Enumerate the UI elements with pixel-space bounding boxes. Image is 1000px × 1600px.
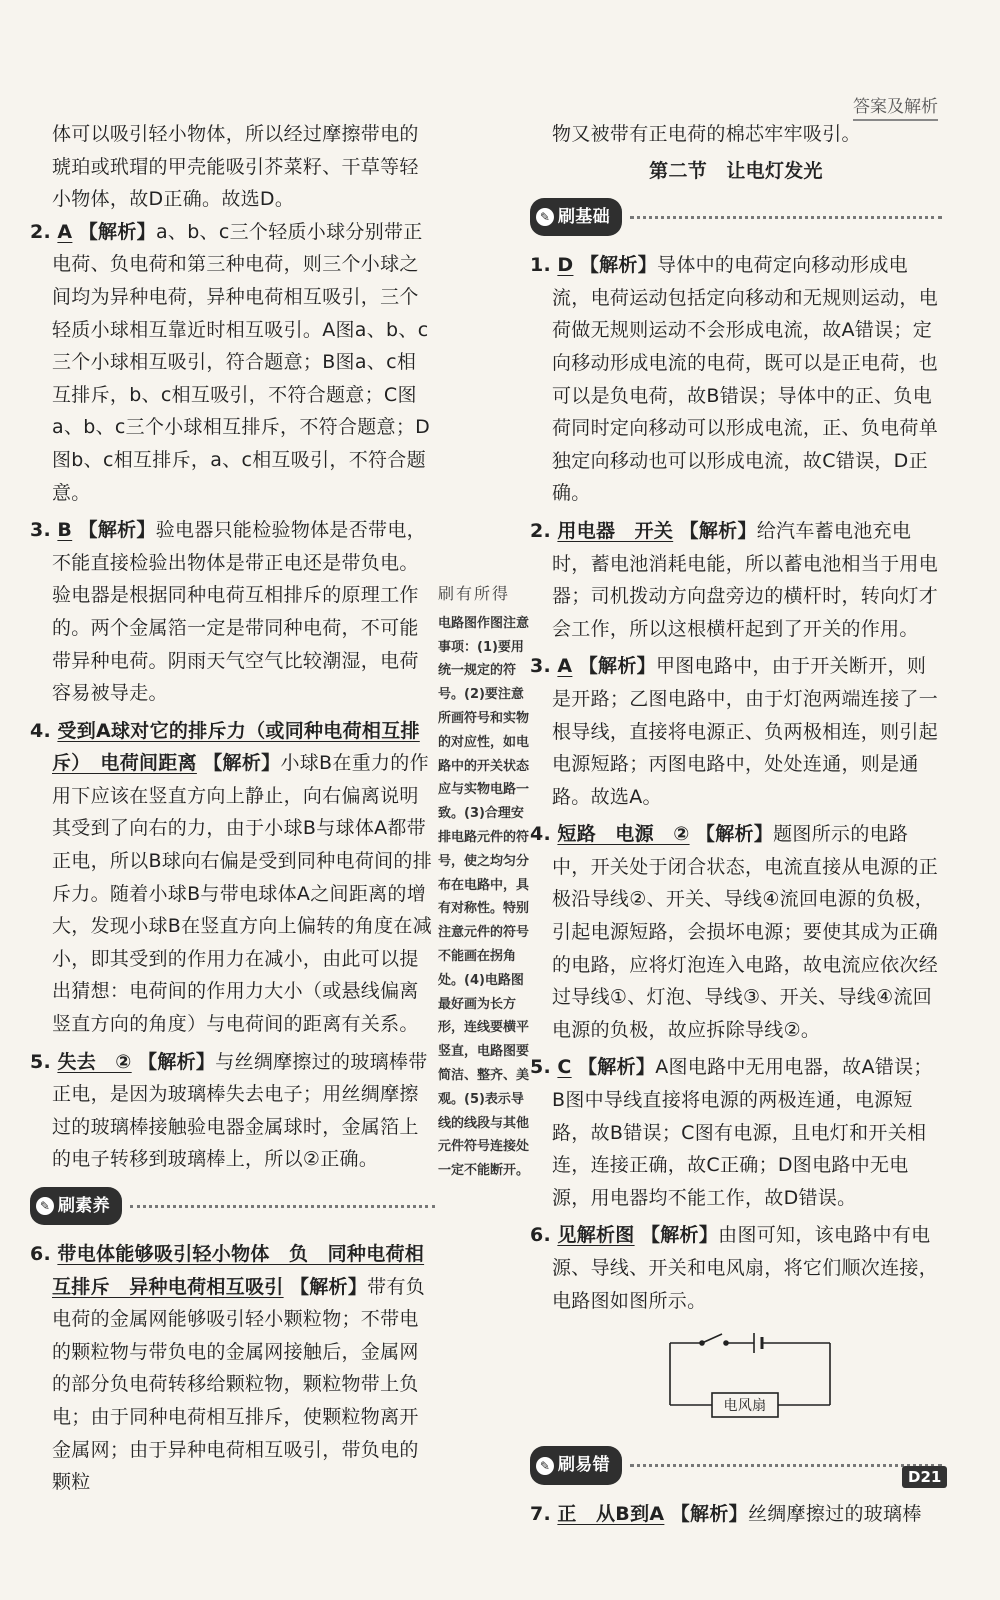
answer: 短路 电源 ② bbox=[557, 823, 690, 846]
question-3: 3. B 【解析】验电器只能检验物体是否带电，不能直接检验出物体是带正电还是带负电。验电器是根据同种电荷互相排斥的原理工作的。两个金属箔一定是带同种电荷，不可能带异种电荷。阴雨天气空气比较潮湿，电荷容易被导走。 bbox=[30, 519, 426, 705]
question-6: 6. 见解析图 【解析】由图可知，该电路中有电源、导线、开关和电风扇，将它们顺次连接，电路图如图所示。 bbox=[530, 1224, 939, 1312]
brush-icon: ✎ bbox=[36, 1197, 54, 1215]
answer: 失去 ② bbox=[57, 1050, 132, 1073]
answer: 用电器 开关 bbox=[557, 519, 674, 542]
question-2: 2. A 【解析】a、b、c三个轻质小球分别带正电荷、负电荷和第三种电荷，则三个小球之间均为异种电荷，异种电荷相互吸引，三个轻质小球相互靠近时相互吸引。A图a、b、c三个小球相互吸引，符合题意；B图a、c相互排斥，b、c相互吸引，不符合题意；C图a、b、c三个小球相互排斥，不符合题意；D图b、c相互排斥，a、c相互吸引，不符合题意。 bbox=[30, 220, 431, 504]
fan-label: 电风扇 bbox=[723, 1398, 767, 1415]
answer: 带电体能够吸引轻小物体 负 同种电荷相互排斥 异种电荷相互吸引 bbox=[52, 1243, 425, 1298]
header-label: 答案及解析 bbox=[853, 92, 938, 121]
sidebar-text: 电路图作图注意事项：(1)要用统一规定的符号。(2)要注意所画符号和实物的对应性，如电路中的开关状态应与实物电路一致。(3)合理安排电路元件的符号，使之均匀分布在电路中，具有对称性。特别注意元件的符号不能画在拐角处。(4)电路图最好画为长方形，连线要横平竖直，电路图要简洁、整齐、美观。(5)表示导线的线段与其他元件符号连接处一定不能断开。 bbox=[438, 615, 530, 1179]
explanation: 题图所示的电路中，开关处于闭合状态，电流直接从电源的正极沿导线②、开关、导线④流回电源的负极，引起电源短路，会损坏电源；要使其成为正确的电路，应将灯泡连入电路，故电流应依次经过导线①、灯泡、导线③、开关、导线④流回电源的负极，故应拆除导线②。 bbox=[552, 823, 939, 1041]
dotted-divider bbox=[630, 1464, 942, 1467]
question-4: 4. 短路 电源 ② 【解析】题图所示的电路中，开关处于闭合状态，电流直接从电源的正极沿导线②、开关、导线④流回电源的负极，引起电源短路，会损坏电源；要使其成为正确的电路，应将灯泡连入电路，故电流应依次经过导线①、灯泡、导线③、开关、导线④流回电源的负极，故应拆除导线②。 bbox=[530, 823, 939, 1041]
explanation: A图电路中无用电器，故A错误；B图中导线直接将电源的两极连通，电源短路，故B错误；C图有电源，且电灯和开关相连，连接正确，故C正确；D图电路中无电源，用电器均不能工作，故D错误。 bbox=[552, 1056, 933, 1209]
section-band-literacy: ✎ 刷素养 bbox=[30, 1186, 435, 1226]
right-column bbox=[530, 118, 942, 1535]
question-5: 5. 失去 ② 【解析】与丝绸摩擦过的玻璃棒带正电，是因为玻璃棒失去电子；用丝绸摩擦过的玻璃棒接触验电器金属球时，金属箔上的电子转移到玻璃棒上，所以②正确。 bbox=[30, 1050, 428, 1171]
explanation: 验电器只能检验物体是否带电，不能直接检验出物体是带正电还是带负电。验电器是根据同种电荷互相排斥的原理工作的。两个金属箔一定是带同种电荷，不可能带异种电荷。阴雨天气空气比较潮湿，电荷容易被导走。 bbox=[52, 519, 426, 705]
explanation: 导体中的电荷定向移动形成电流，电荷运动包括定向移动和无规则运动，电荷做无规则运动不会形成电流，故A错误；定向移动形成电流的电荷，既可以是正电荷，也可以是负电荷，故B错误；导体中的正、负电荷同时定向移动可以形成电流，正、负电荷单独定向移动也可以形成电流，故C错误，D正确。 bbox=[552, 254, 939, 505]
question-7: 7. 正 从B到A 【解析】丝绸摩擦过的玻璃棒 bbox=[530, 1502, 922, 1525]
explanation: 由图可知，该电路中有电源、导线、开关和电风扇，将它们顺次连接，电路图如图所示。 bbox=[552, 1224, 939, 1312]
explanation: 丝绸摩擦过的玻璃棒 bbox=[747, 1502, 922, 1525]
question-4: 4. 受到A球对它的排斥力（或同种电荷相互排斥） 电荷间距离 【解析】小球B在重力的作用下应该在竖直方向上静止，向右偏离说明其受到了向右的力，由于小球B与球体A都带正电，所以B球向右偏是受到同种电荷间的排斥力。随着小球B与带电球体A之间距离的增大，发现小球B在竖直方向上偏转的角度在减小，即其受到的作用力在减小，由此可以提出猜想：电荷间的作用力大小（或悬线偏离竖直方向的角度）与电荷间的距离有关系。 bbox=[30, 719, 433, 1036]
left-intro: 体可以吸引轻小物体，所以经过摩擦带电的琥珀或玳瑁的甲壳能吸引芥菜籽、干草等轻小物体，故D正确。故选D。 bbox=[52, 123, 419, 211]
question-5: 5. C 【解析】A图电路中无用电器，故A错误；B图中导线直接将电源的两极连通，电源短路，故B错误；C图有电源，且电灯和开关相连，连接正确，故C正确；D图电路中无电源，用电器均不能工作，故D错误。 bbox=[530, 1056, 933, 1209]
question-3: 3. A 【解析】甲图电路中，由于开关断开，则是开路；乙图电路中，由于灯泡两端连接了一根导线，直接将电源正、负两极相连，则引起电源短路；丙图电路中，处处连通，则是通路。故选A。 bbox=[530, 655, 939, 808]
explanation: 小球B在重力的作用下应该在竖直方向上静止，向右偏离说明其受到了向右的力，由于小球B与球体A都带正电，所以B球向右偏是受到同种电荷间的排斥力。随着小球B与带电球体A之间距离的增大，发现小球B在竖直方向上偏转的角度在减小，即其受到的作用力在减小，由此可以提出猜想：电荷间的作用力大小（或悬线偏离竖直方向的角度）与电荷间的距离有关系。 bbox=[52, 752, 433, 1036]
left-column bbox=[30, 118, 435, 1504]
dotted-divider bbox=[130, 1205, 435, 1208]
sidebar-title: 刷有所得 bbox=[438, 584, 511, 603]
answer: 受到A球对它的排斥力（或同种电荷相互排斥） 电荷间距离 bbox=[52, 719, 420, 775]
brush-icon: ✎ bbox=[536, 208, 554, 226]
page-number: D21 bbox=[902, 1466, 947, 1488]
switch-lever-icon bbox=[702, 1334, 722, 1343]
right-intro: 物又被带有正电荷的棉芯牢牢吸引。 bbox=[552, 123, 861, 145]
answer: D bbox=[557, 254, 574, 277]
answer: 见解析图 bbox=[557, 1224, 635, 1247]
answer: A bbox=[557, 655, 573, 678]
answer: B bbox=[57, 519, 73, 542]
sidebar-note bbox=[438, 582, 530, 1183]
answer: C bbox=[557, 1056, 572, 1079]
explanation: 给汽车蓄电池充电时，蓄电池消耗电能，所以蓄电池相当于用电器；司机拨动方向盘旁边的横杆时，转向灯才会工作，所以这根横杆起到了开关的作用。 bbox=[552, 519, 939, 640]
dotted-divider bbox=[630, 216, 942, 219]
brush-icon: ✎ bbox=[536, 1457, 554, 1475]
section-title: 第二节 让电灯发光 bbox=[649, 159, 823, 182]
explanation: 与丝绸摩擦过的玻璃棒带正电，是因为玻璃棒失去电子；用丝绸摩擦过的玻璃棒接触验电器金属球时，金属箔上的电子转移到玻璃棒上，所以②正确。 bbox=[52, 1050, 428, 1171]
circuit-diagram bbox=[530, 1325, 942, 1436]
explanation: 带有负电荷的金属网能够吸引轻小颗粒物；不带电的颗粒物与带负电的金属网接触后，金属网的部分负电荷转移给颗粒物，颗粒物带上负电；由于同种电荷相互排斥，使颗粒物离开金属网；由于异种电荷相互吸引，带负电的颗粒 bbox=[52, 1275, 426, 1494]
question-1: 1. D 【解析】导体中的电荷定向移动形成电流，电荷运动包括定向移动和无规则运动，电荷做无规则运动不会形成电流，故A错误；定向移动形成电流的电荷，既可以是正电荷，也可以是负电荷，故B错误；导体中的正、负电荷同时定向移动可以形成电流，正、负电荷单独定向移动也可以形成电流，故C错误，D正确。 bbox=[530, 254, 939, 505]
answer: 正 从B到A bbox=[557, 1502, 665, 1525]
circuit-svg bbox=[530, 1325, 942, 1425]
explanation: 甲图电路中，由于开关断开，则是开路；乙图电路中，由于灯泡两端连接了一根导线，直接将电源正、负两极相连，则引起电源短路；丙图电路中，处处连通，则是通路。故选A。 bbox=[552, 655, 939, 808]
question-2: 2. 用电器 开关 【解析】给汽车蓄电池充电时，蓄电池消耗电能，所以蓄电池相当于用电器；司机拨动方向盘旁边的横杆时，转向灯才会工作，所以这根横杆起到了开关的作用。 bbox=[530, 519, 939, 640]
section-band-basics: ✎ 刷基础 bbox=[530, 197, 942, 237]
answer: A bbox=[57, 220, 73, 243]
explanation: a、b、c三个轻质小球分别带正电荷、负电荷和第三种电荷，则三个小球之间均为异种电荷，异种电荷相互吸引，三个轻质小球相互靠近时相互吸引。A图a、b、c三个小球相互吸引，符合题意；B图a、c相互排斥，b、c相互吸引，不符合题意；C图a、b、c三个小球相互排斥，不符合题意；D图b、c相互排斥，a、c相互吸引，不符合题意。 bbox=[52, 220, 431, 504]
section-band-errors: ✎ 刷易错 bbox=[530, 1446, 942, 1486]
question-6: 6. 带电体能够吸引轻小物体 负 同种电荷相互排斥 异种电荷相互吸引 【解析】带有负电荷的金属网能够吸引轻小颗粒物；不带电的颗粒物与带负电的金属网接触后，金属网的部分负电荷转移给颗粒物，颗粒物带上负电；由于同种电荷相互排斥，使颗粒物离开金属网；由于异种电荷相互吸引，带负电的颗粒 bbox=[30, 1243, 426, 1494]
